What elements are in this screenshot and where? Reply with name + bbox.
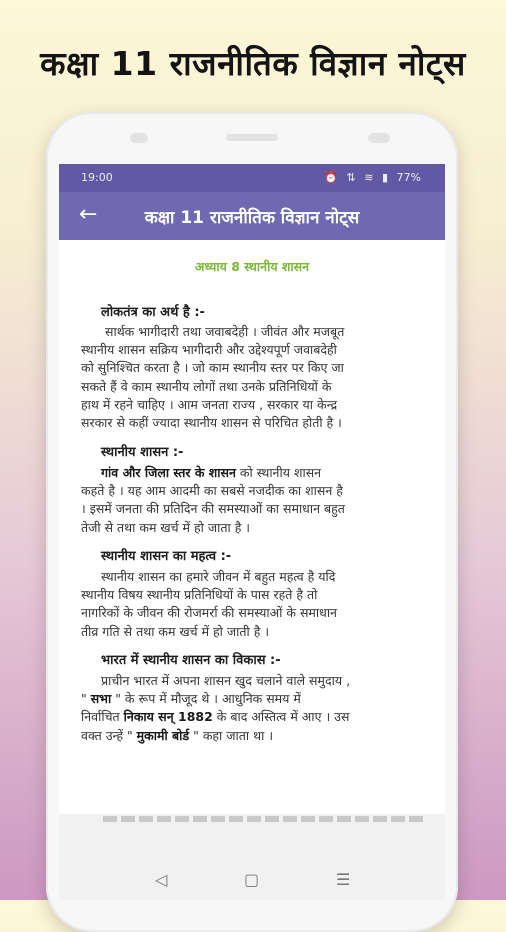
phone-sensor — [130, 133, 148, 143]
chapter-title: अध्याय 8 स्थानीय शासन — [194, 259, 310, 274]
paragraph-text: " के रूप में मौजूद थे । आधुनिक समय में — [111, 691, 301, 707]
paragraph-line: नागरिकों के जीवन की रोजमर्रा की समस्याओं के समाधान — [81, 605, 337, 621]
bold-phrase: गांव और जिला स्तर के शासन — [101, 465, 236, 480]
section-heading: स्थानीय शासन :- — [101, 445, 184, 460]
bold-phrase: सभा — [90, 691, 112, 707]
paragraph-line: हाथ में रहने चाहिए । आम जनता राज्य , सरकार या केन्द्र — [81, 396, 338, 412]
paragraph-line: स्थानीय शासन सक्रिय भागीदारी और उद्देश्यपूर्ण जवाबदेही — [81, 342, 337, 358]
nav-recents-icon[interactable]: ☰ — [336, 870, 351, 889]
paragraph-line: स्थानीय शासन का हमारे जीवन में बहुत महत्व है यदि — [101, 569, 336, 584]
paragraph-line: स्थानीय विषय स्थानीय प्रतिनिधियों के पास रहते है तो — [81, 587, 318, 603]
nav-home-icon[interactable]: ▢ — [244, 870, 260, 889]
status-time: 19:00 — [81, 171, 113, 184]
app-bar-title: कक्षा 11 राजनीतिक विज्ञान नोट्स — [144, 208, 360, 228]
paragraph-line: सरकार से कहीं ज्यादा स्थानीय शासन से परिचित होती है । — [81, 415, 342, 431]
alarm-icon: ⏰ — [324, 171, 339, 184]
bold-phrase: मुकामी बोर्ड — [136, 727, 190, 743]
bold-phrase: निकाय सन् 1882 — [123, 709, 213, 725]
paragraph-text: " — [81, 691, 91, 707]
section-heading: भारत में स्थानीय शासन का विकास :- — [101, 653, 281, 668]
app-bar — [59, 192, 445, 240]
section-paragraph — [81, 323, 431, 432]
battery-level: 77% — [396, 171, 421, 184]
paragraph-line: । इसमें जनता की प्रतिदिन की समस्याओं का समाधान बहुत — [81, 501, 345, 517]
phone-speaker — [226, 134, 278, 141]
clipped-text-line — [103, 816, 423, 822]
nav-bar — [59, 864, 445, 900]
paragraph-text: को स्थानीय शासन — [235, 465, 322, 480]
notes-content[interactable] — [59, 240, 445, 810]
nav-back-icon[interactable]: ◁ — [155, 870, 168, 889]
paragraph-line: तेजी से तथा कम खर्च में हो जाता है । — [81, 519, 251, 535]
paragraph-line: कहते है । यह आम आदमी का सबसे नजदीक का शासन है — [81, 483, 343, 499]
section-heading: लोकतंत्र का अर्थ है :- — [101, 305, 205, 320]
back-arrow-icon[interactable]: ← — [79, 202, 98, 227]
signal-icon: ▮ — [381, 171, 389, 184]
promo-title: कक्षा 11 राजनीतिक विज्ञान नोट्स — [40, 44, 466, 83]
data-speed-icon: ⇅ — [346, 171, 356, 184]
paragraph-text: वक्त उन्हें " — [81, 727, 137, 743]
section-paragraph — [81, 568, 431, 641]
paragraph-line: सार्थक भागीदारी तथा जवाबदेही । जीवंत और मजबूत — [105, 324, 345, 339]
status-bar — [59, 164, 445, 192]
paragraph-text: के बाद अस्तित्व में आए । उस — [212, 709, 350, 725]
paragraph-line: तीव्र गति से तथा कम खर्च में हो जाती है । — [81, 623, 270, 639]
paragraph-line: सकते हैं वे काम स्थानीय लोगों तथा उनके प्रतिनिधियों के — [81, 378, 332, 394]
section-paragraph — [81, 464, 431, 537]
paragraph-line: प्राचीन भारत में अपना शासन खुद चलाने वाले समुदाय , — [101, 673, 351, 688]
paragraph-text: निर्वाचित — [81, 709, 124, 725]
section-heading: स्थानीय शासन का महत्व :- — [101, 549, 232, 564]
phone-screen — [59, 164, 445, 900]
phone-camera — [368, 133, 390, 143]
status-icons — [319, 171, 421, 184]
paragraph-text: " कहा जाता था । — [189, 727, 274, 743]
section-paragraph — [81, 672, 431, 745]
wifi-icon: ≋ — [364, 171, 374, 184]
paragraph-line: को सुनिश्चित करता है । जो काम स्थानीय स्तर पर किए जा — [81, 360, 344, 376]
